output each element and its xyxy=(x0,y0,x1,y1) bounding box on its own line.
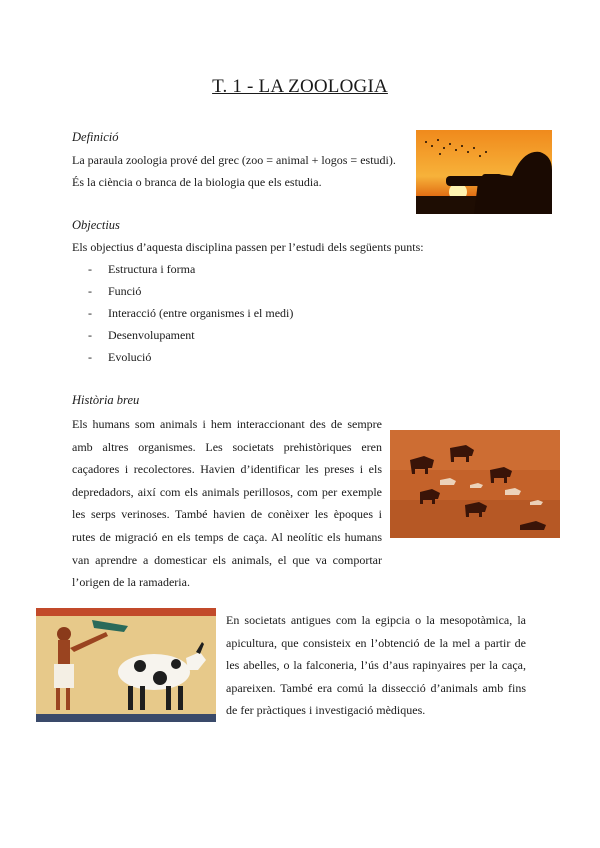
definicio-heading: Definició xyxy=(72,130,119,144)
historia-paragraph-2: En societats antigues com la egipcia o la mesopotàmica, la apicultura, que consisteix en l’obtenció de la mel a partir de les abelles, o la falconeria, l’ús d’aus rapinyaires per la caça, apareixen. També era comú la dissecció d’animals amb fins de fer pràctiques i investigació mèdiques. xyxy=(226,613,526,718)
definicio-line-1: La paraula zoologia prové del grec (zoo = animal + logos = estudi). xyxy=(72,153,396,167)
list-item: - Funció xyxy=(88,284,142,298)
objectius-list xyxy=(88,262,293,372)
egyptian-mural-image xyxy=(36,608,216,722)
objectius-intro: Els objectius d’aquesta disciplina passen per l’estudi dels següents punts: xyxy=(72,240,424,254)
objectius-heading: Objectius xyxy=(72,218,120,232)
historia-paragraph-1: Els humans som animals i hem interaccionant des de sempre amb altres organismes. Les societats prehistòriques eren caçadores i recolectores. Havien d’identificar les preses i els depredadors, així com els animals perillosos, com per exemple les serps verinoses. També havien de conèixer les èpoques i rutes de migració en els temps de caça. Al neolític els humans van aprendre a domesticar els animals, el que va comportar l’origen de la ramaderia. xyxy=(72,417,382,590)
list-item: - Estructura i forma xyxy=(88,262,196,276)
cave-painting-image xyxy=(390,430,560,538)
list-item: - Evolució xyxy=(88,350,152,364)
definicio-line-2: És la ciència o branca de la biologia que els estudia. xyxy=(72,175,322,189)
list-item: - Interacció (entre organismes i el medi) xyxy=(88,306,294,320)
binoculars-sunset-image xyxy=(416,130,552,214)
page-title: T. 1 - LA ZOOLOGIA xyxy=(212,76,388,97)
list-item: - Desenvolupament xyxy=(88,328,195,342)
historia-heading: Història breu xyxy=(72,393,140,407)
